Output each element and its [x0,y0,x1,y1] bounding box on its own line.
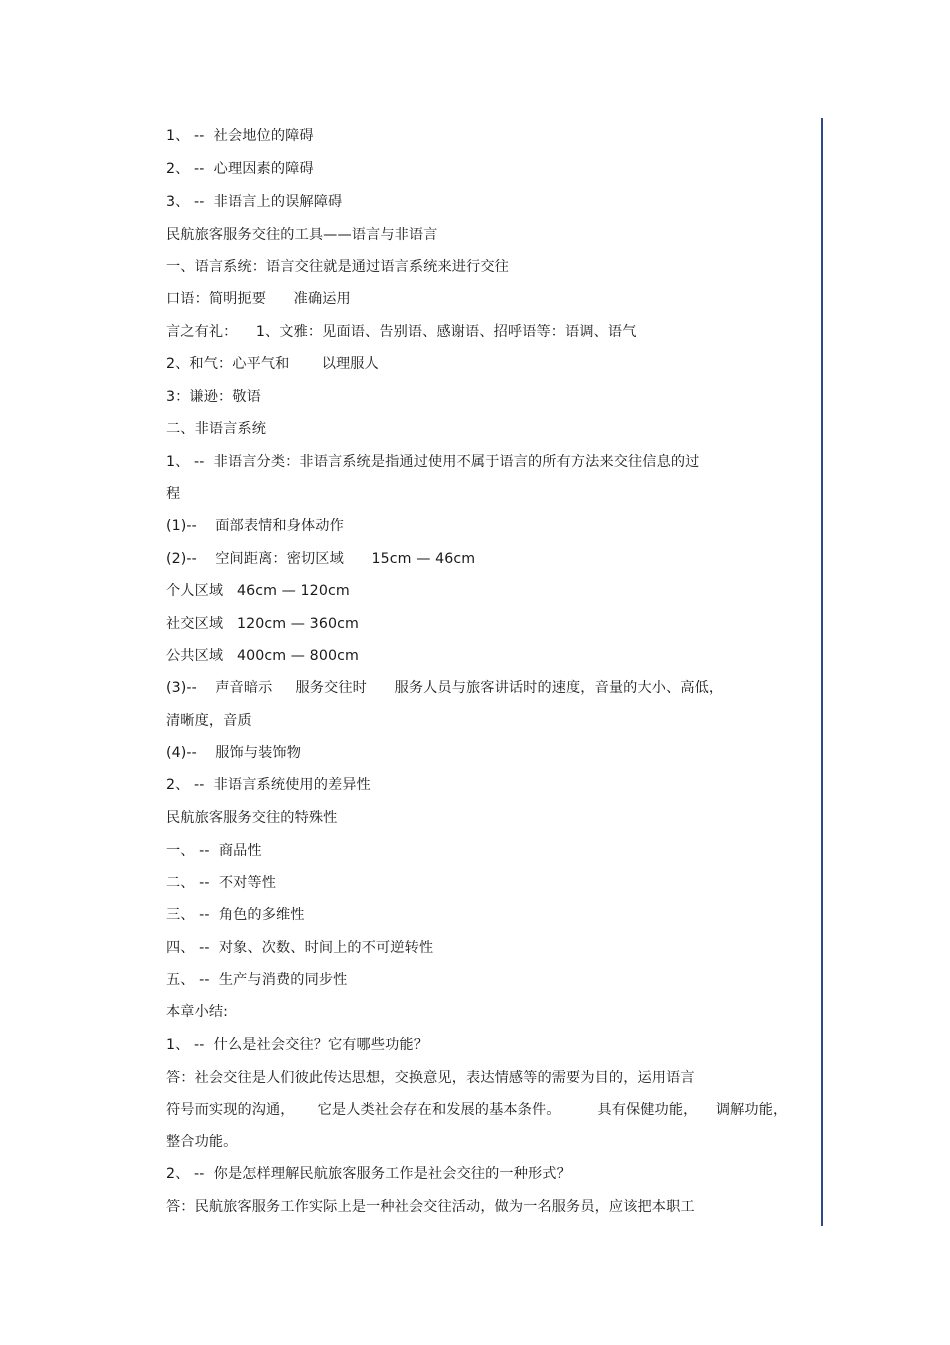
text-line: 二、 -- 不对等性 [166,875,276,891]
text-line: 一、 -- 商品性 [166,843,262,859]
text-line: 答：民航旅客服务工作实际上是一种社会交往活动，做为一名服务员，应该把本职工 [166,1199,695,1215]
text-line: 公共区域 400cm — 800cm [166,648,359,664]
text-line: 2、 -- 你是怎样理解民航旅客服务工作是社会交往的一种形式？ [166,1166,571,1182]
section-heading: 民航旅客服务交往的工具——语言与非语言 [166,227,438,243]
text-line: 1、 -- 社会地位的障碍 [166,128,314,144]
text-line: 清晰度，音质 [166,713,252,729]
text-line: 社交区域 120cm — 360cm [166,616,359,632]
text-line: 言之有礼： 1、文雅：见面语、告别语、感谢语、招呼语等：语调、语气 [166,324,637,340]
text-line: 口语：简明扼要 准确运用 [166,291,351,307]
text-line: 程 [166,486,181,502]
text-line: 1、 -- 什么是社会交往？它有哪些功能？ [166,1037,428,1053]
text-line: 符号而实现的沟通， 它是人类社会存在和发展的基本条件。 具有保健功能， 调解功能， [166,1102,788,1118]
margin-rule [821,118,823,1226]
text-line: 二、非语言系统 [166,421,267,437]
text-line: 2、 -- 非语言系统使用的差异性 [166,777,371,793]
text-line: 答：社会交往是人们彼此传达思想，交换意见，表达情感等的需要为目的，运用语言 [166,1070,695,1086]
text-line: 一、语言系统：语言交往就是通过语言系统来进行交往 [166,259,509,275]
section-heading: 本章小结: [166,1004,229,1020]
text-line: 2、和气：心平气和 以理服人 [166,356,379,372]
text-line: (3)-- 声音暗示 服务交往时 服务人员与旅客讲话时的速度，音量的大小、高低， [166,680,724,696]
text-line: 五、 -- 生产与消费的同步性 [166,972,348,988]
text-line: 2、 -- 心理因素的障碍 [166,161,314,177]
text-line: 整合功能。 [166,1134,238,1150]
text-line: (4)-- 服饰与装饰物 [166,745,301,761]
text-line: (1)-- 面部表情和身体动作 [166,518,344,534]
text-line: 3、 -- 非语言上的误解障碍 [166,194,343,210]
text-line: 三、 -- 角色的多维性 [166,907,305,923]
text-line: 3：谦逊：敬语 [166,389,261,405]
text-line: 1、 -- 非语言分类：非语言系统是指通过使用不属于语言的所有方法来交往信息的过 [166,454,700,470]
text-line: (2)-- 空间距离：密切区域 15cm — 46cm [166,551,476,567]
section-heading: 民航旅客服务交往的特殊性 [166,810,338,826]
text-line: 个人区域 46cm — 120cm [166,583,350,599]
text-line: 四、 -- 对象、次数、时间上的不可逆转性 [166,940,434,956]
